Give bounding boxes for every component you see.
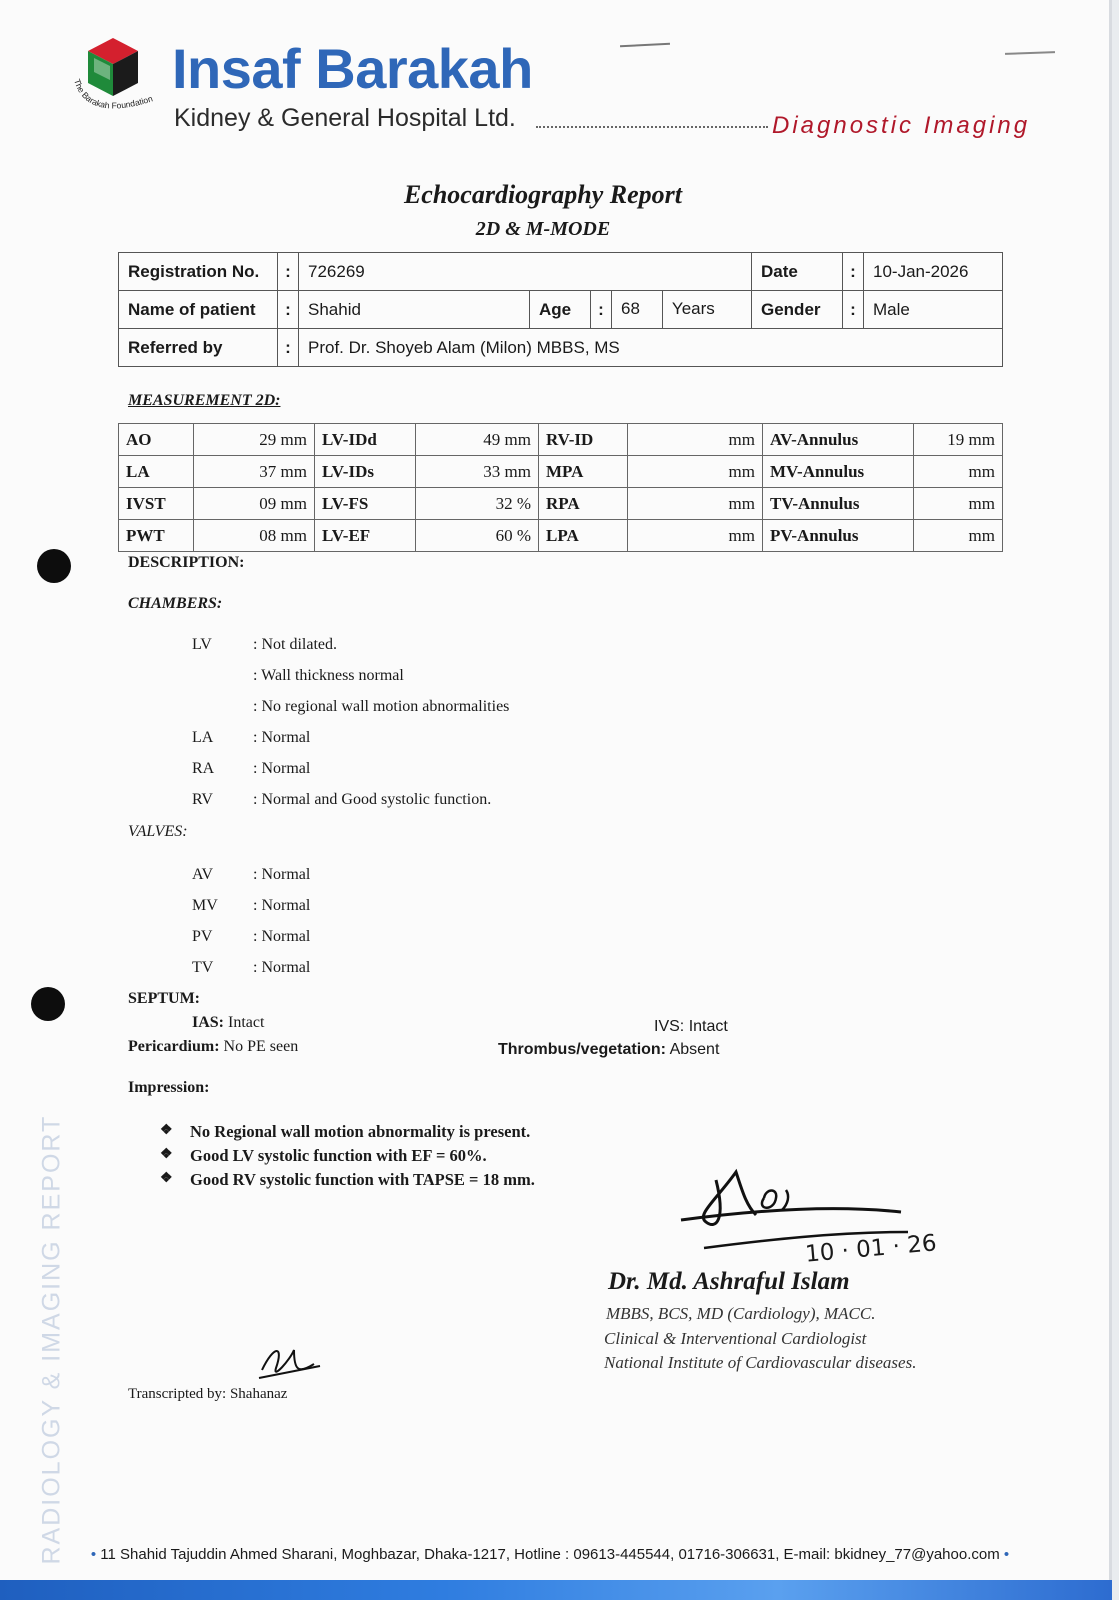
bullet-icon: ❖ (160, 1123, 173, 1138)
hospital-name: Insaf Barakah (172, 37, 533, 100)
hospital-subtitle: Kidney & General Hospital Ltd. (174, 104, 516, 132)
valve-item (192, 928, 592, 950)
chamber-key: LV (192, 636, 212, 653)
svg-text:The Barakah Foundation: The Barakah Foundation (72, 77, 154, 111)
header-dotted-rule (536, 126, 768, 128)
pen-mark (620, 43, 670, 48)
doctor-position: Clinical & Interventional Cardiologist (604, 1329, 867, 1348)
reg-label: Registration No. (119, 253, 278, 291)
chamber-key: RV (192, 791, 213, 808)
measure-value: 32 % (416, 488, 539, 520)
colon: : (278, 291, 299, 329)
septum-heading: SEPTUM: (128, 990, 200, 1007)
measure-value: 37 mm (194, 456, 315, 488)
report-subtitle: 2D & M-MODE (475, 218, 611, 240)
measure-label: TV-Annulus (763, 488, 914, 520)
measure-value: 09 mm (194, 488, 315, 520)
valves-heading: VALVES: (128, 823, 188, 840)
measure-label: MPA (539, 456, 628, 488)
date-label: Date (752, 253, 843, 291)
table-row (119, 488, 1003, 520)
measure-label: AV-Annulus (763, 424, 914, 456)
table-row (119, 456, 1003, 488)
pericardium-line (128, 1038, 298, 1056)
age-number: 68 (621, 298, 640, 318)
measure-label: LV-IDd (315, 424, 416, 456)
name-value: Shahid (299, 291, 530, 329)
ias-value: Intact (228, 1014, 265, 1031)
valve-key: MV (192, 897, 218, 914)
signature-date: 10 · 01 · 26 (804, 1230, 938, 1268)
report-title: Echocardiography Report (403, 180, 683, 209)
ias-line (192, 1014, 264, 1032)
measure-label: PWT (119, 520, 194, 552)
date-value: 10-Jan-2026 (864, 253, 1003, 291)
patient-info-table (118, 252, 1003, 367)
chamber-value: : Normal and Good systolic function. (253, 791, 492, 808)
pericardium-label: Pericardium: (128, 1038, 220, 1055)
reg-value: 726269 (299, 253, 752, 291)
valve-value: : Normal (253, 928, 311, 945)
referred-value: Prof. Dr. Shoyeb Alam (Milon) MBBS, MS (299, 329, 1003, 367)
measure-label: LV-FS (315, 488, 416, 520)
valve-key: PV (192, 928, 213, 945)
measure-label: LV-IDs (315, 456, 416, 488)
chamber-key: LA (192, 729, 214, 746)
ivs-value: Intact (688, 1018, 728, 1035)
name-label: Name of patient (119, 291, 278, 329)
chamber-value: : No regional wall motion abnormalities (253, 698, 510, 715)
table-row (119, 291, 1003, 329)
measure-label: MV-Annulus (763, 456, 914, 488)
colon: : (278, 253, 299, 291)
footer-text: 11 Shahid Tajuddin Ahmed Sharani, Moghbazar, Dhaka-1217, Hotline : 09613-445544, 01716-306631, E-mail: bkidney_77@yahoo.com (100, 1546, 1000, 1563)
table-row (119, 424, 1003, 456)
measure-value: 33 mm (416, 456, 539, 488)
impression-heading: Impression: (128, 1079, 210, 1096)
ias-label: IAS: (192, 1014, 225, 1031)
colon: : (278, 329, 299, 367)
footer-color-band (0, 1580, 1112, 1600)
description-heading: DESCRIPTION: (128, 554, 245, 571)
transcriber-name: Shahanaz (229, 1386, 288, 1402)
chamber-value: : Not dilated. (253, 636, 337, 653)
valve-key: TV (192, 959, 214, 976)
pericardium-value: No PE seen (223, 1038, 299, 1055)
gender-value: Male (864, 291, 1003, 329)
valve-item (192, 866, 592, 888)
measure-value: 19 mm (914, 424, 1003, 456)
valve-key: AV (192, 866, 214, 883)
measure-label: IVST (119, 488, 194, 520)
age-unit: Years (671, 298, 715, 318)
ivs-line (654, 1018, 728, 1036)
measure-label: LPA (539, 520, 628, 552)
thrombus-value: Absent (669, 1041, 720, 1058)
impression-item (160, 1122, 760, 1144)
valve-value: : Normal (253, 897, 311, 914)
foundation-arc-text (66, 72, 166, 132)
ivs-label: IVS: (654, 1018, 685, 1035)
chamber-value: : Normal (253, 729, 311, 746)
measure-value: 49 mm (416, 424, 539, 456)
impression-item (160, 1146, 760, 1168)
chamber-item (192, 760, 792, 782)
measure-label: LV-EF (315, 520, 416, 552)
doctor-qualifications: MBBS, BCS, MD (Cardiology), MACC. (606, 1304, 876, 1323)
pen-mark (1005, 51, 1055, 55)
impression-text: No Regional wall motion abnormality is present. (190, 1122, 531, 1141)
chamber-item (192, 698, 792, 720)
measure-value: mm (914, 488, 1003, 520)
measure-value: 29 mm (194, 424, 315, 456)
measure-value: mm (628, 488, 763, 520)
transcription-label: Transcripted by: (128, 1386, 227, 1402)
department-label: Diagnostic Imaging (772, 112, 1031, 139)
bullet-icon: ❖ (160, 1147, 173, 1162)
table-row (119, 520, 1003, 552)
doctor-institute: National Institute of Cardiovascular diseases. (604, 1353, 917, 1372)
chamber-item (192, 636, 792, 658)
thrombus-line (498, 1041, 719, 1059)
measure-label: PV-Annulus (763, 520, 914, 552)
thrombus-label: Thrombus/vegetation: (498, 1041, 667, 1058)
measure-label: RPA (539, 488, 628, 520)
side-watermark: RADIOLOGY & IMAGING REPORT (37, 1114, 66, 1565)
measure-label: LA (119, 456, 194, 488)
age-value (612, 291, 752, 329)
measure-value: 60 % (416, 520, 539, 552)
measure-value: 08 mm (194, 520, 315, 552)
valve-item (192, 897, 592, 919)
chamber-value: : Normal (253, 760, 311, 777)
transcriber-signature (254, 1340, 324, 1390)
valve-value: : Normal (253, 866, 311, 883)
gender-label: Gender (752, 291, 843, 329)
chamber-value: : Wall thickness normal (253, 667, 404, 684)
measure-value: mm (628, 456, 763, 488)
impression-text: Good LV systolic function with EF = 60%. (190, 1146, 487, 1165)
colon: : (843, 291, 864, 329)
valve-value: : Normal (253, 959, 311, 976)
footer-address: • 11 Shahid Tajuddin Ahmed Sharani, Moghbazar, Dhaka-1217, Hotline : 09613-445544, 01716-306631, E-mail: bkidney_77@yahoo.com • (90, 1546, 1010, 1563)
chamber-key: RA (192, 760, 215, 777)
chamber-item (192, 791, 792, 813)
table-row (119, 329, 1003, 367)
measure-label: RV-ID (539, 424, 628, 456)
bullet-icon: ❖ (160, 1171, 173, 1186)
measure-label: AO (119, 424, 194, 456)
transcription-line (128, 1386, 287, 1403)
punch-hole (37, 549, 71, 583)
impression-text: Good RV systolic function with TAPSE = 18 mm. (190, 1170, 535, 1189)
table-row (119, 253, 1003, 291)
measure-value: mm (914, 520, 1003, 552)
punch-hole (31, 987, 65, 1021)
measure-value: mm (914, 456, 1003, 488)
chamber-item (192, 729, 792, 751)
measure-value: mm (628, 520, 763, 552)
age-label: Age (530, 291, 591, 329)
doctor-name: Dr. Md. Ashraful Islam (608, 1268, 850, 1295)
measurement-title: MEASUREMENT 2D: (128, 392, 281, 409)
impression-item (160, 1170, 760, 1192)
chamber-item (192, 667, 792, 689)
measure-value: mm (628, 424, 763, 456)
chambers-heading: CHAMBERS: (128, 595, 223, 612)
measurement-table (118, 423, 1003, 552)
valve-item (192, 959, 592, 981)
colon: : (843, 253, 864, 291)
colon: : (591, 291, 612, 329)
referred-label: Referred by (119, 329, 278, 367)
